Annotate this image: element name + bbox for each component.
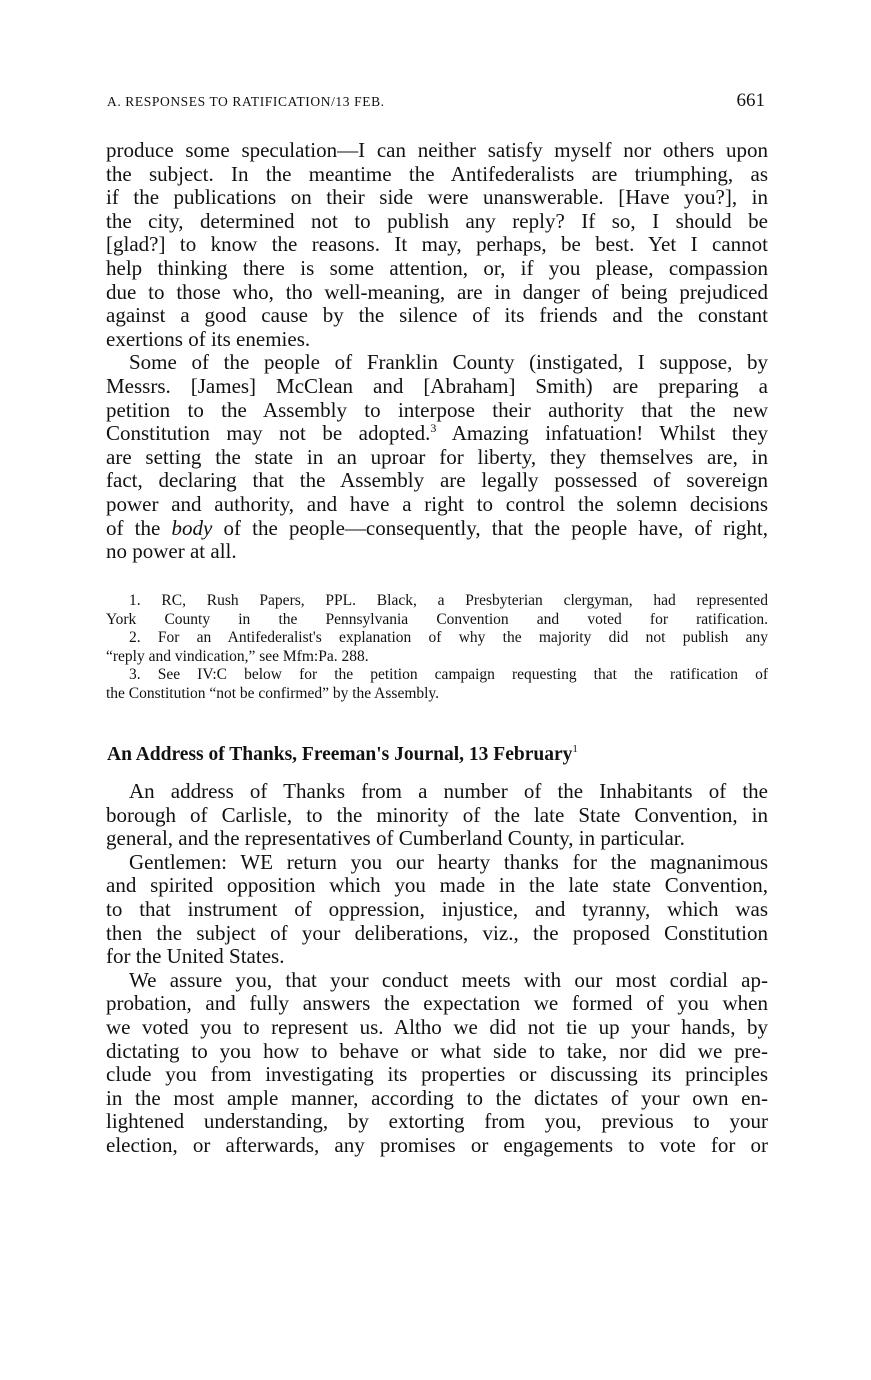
text-line: to that instrument of oppression, injustice, and tyranny, which was: [106, 896, 768, 921]
text-line: probation, and fully answers the expectation we formed of you when: [106, 991, 768, 1016]
text-line: we voted you to represent us. Altho we did not tie up your hands, by: [106, 1014, 768, 1039]
footnote-line: York County in the Pennsylvania Convention and voted for ratification.: [106, 610, 768, 628]
text-line: dictating to you how to behave or what side to take, nor did we pre-: [106, 1038, 768, 1063]
footnote-line: 1. RC, Rush Papers, PPL. Black, a Presbyterian clergyman, had represented: [129, 592, 768, 609]
franklin-paragraph: [106, 351, 768, 563]
letter-continuation: [106, 139, 768, 564]
text-line: the city, determined not to publish any reply? If so, I should be: [106, 208, 768, 233]
text-line: We assure you, that your conduct meets with our most cordial ap-: [129, 967, 768, 992]
text-line: [106, 517, 768, 541]
page-number: 661: [736, 90, 765, 111]
note-reference: 3: [430, 421, 437, 436]
text-span: Constitution may not be adopted.: [106, 421, 431, 446]
address-text: [106, 780, 768, 1158]
running-head-title: A. RESPONSES TO RATIFICATION/13 FEB.: [107, 94, 385, 109]
text-line: clude you from investigating its properties or discussing its principles: [106, 1062, 768, 1087]
text-line: petition to the Assembly to interpose their authority that the new: [106, 397, 768, 422]
text-line: no power at all.: [106, 539, 237, 564]
text-line: in the most ample manner, according to the dictates of your own en-: [106, 1085, 768, 1110]
text-line: [glad?] to know the reasons. It may, perhaps, be best. Yet I cannot: [106, 232, 768, 257]
text-line: and spirited opposition which you made in the late state Convention,: [106, 873, 768, 898]
text-line: [106, 422, 768, 446]
text-span: Amazing infatuation! Whilst they: [436, 421, 769, 446]
text-span: of the: [106, 515, 172, 540]
section-heading: [107, 735, 578, 769]
footnote-line: 2. For an Antifederalist's explanation of why the majority did not publish any: [129, 629, 768, 647]
text-line: power and authority, and have a right to control the solemn decisions: [106, 491, 768, 516]
assure-paragraph: [106, 969, 768, 1158]
text-line: due to those who, tho well-meaning, are in danger of being prejudiced: [106, 279, 768, 304]
footnote-line: the Constitution “not be confirmed” by the Assembly.: [106, 684, 440, 702]
text-line: against a good cause by the silence of its friends and the constant: [106, 303, 768, 328]
text-line: Gentlemen: WE return you our hearty thanks for the magnanimous: [129, 849, 768, 874]
text-line: exertions of its enemies.: [106, 326, 311, 351]
text-line: general, and the representatives of Cumberland County, in particular.: [106, 826, 685, 851]
text-line: then the subject of your deliberations, viz., the proposed Constitution: [106, 920, 768, 945]
text-line: lightened understanding, by extorting from you, previous to your: [106, 1109, 768, 1134]
text-line: produce some speculation—I can neither satisfy myself nor others upon: [106, 138, 768, 162]
text-line: Some of the people of Franklin County (instigated, I suppose, by: [129, 350, 768, 375]
text-line: help thinking there is some attention, or, if you please, compassion: [106, 255, 768, 280]
text-line: the subject. In the meantime the Antifederalists are triumphing, as: [106, 161, 768, 186]
running-head: [107, 90, 765, 120]
text-line: are setting the state in an uproar for liberty, they themselves are, in: [106, 444, 768, 469]
text-line: An address of Thanks from a number of the Inhabitants of the: [129, 779, 768, 803]
heading-text: An Address of Thanks, Freeman's Journal, 13 February: [107, 744, 573, 765]
footnotes: [106, 592, 768, 704]
text-line: election, or afterwards, any promises or engagements to vote for or: [106, 1132, 768, 1157]
address-intro: [106, 780, 768, 851]
note-reference: 1: [572, 743, 578, 755]
gentlemen-paragraph: [106, 851, 768, 969]
text-line: borough of Carlisle, to the minority of the late State Convention, in: [106, 802, 768, 827]
text-line: if the publications on their side were unanswerable. [Have you?], in: [106, 185, 768, 210]
text-span: of the people—consequently, that the people have, of right,: [212, 515, 769, 540]
footnote-line: 3. See IV:C below for the petition campaign requesting that the ratification of: [129, 666, 768, 684]
footnote-line: “reply and vindication,” see Mfm:Pa. 288.: [106, 647, 369, 665]
italic-text: body: [171, 515, 213, 540]
text-line: fact, declaring that the Assembly are legally possessed of sovereign: [106, 468, 768, 493]
text-line: Messrs. [James] McClean and [Abraham] Smith) are preparing a: [106, 373, 768, 398]
text-line: for the United States.: [106, 944, 285, 969]
